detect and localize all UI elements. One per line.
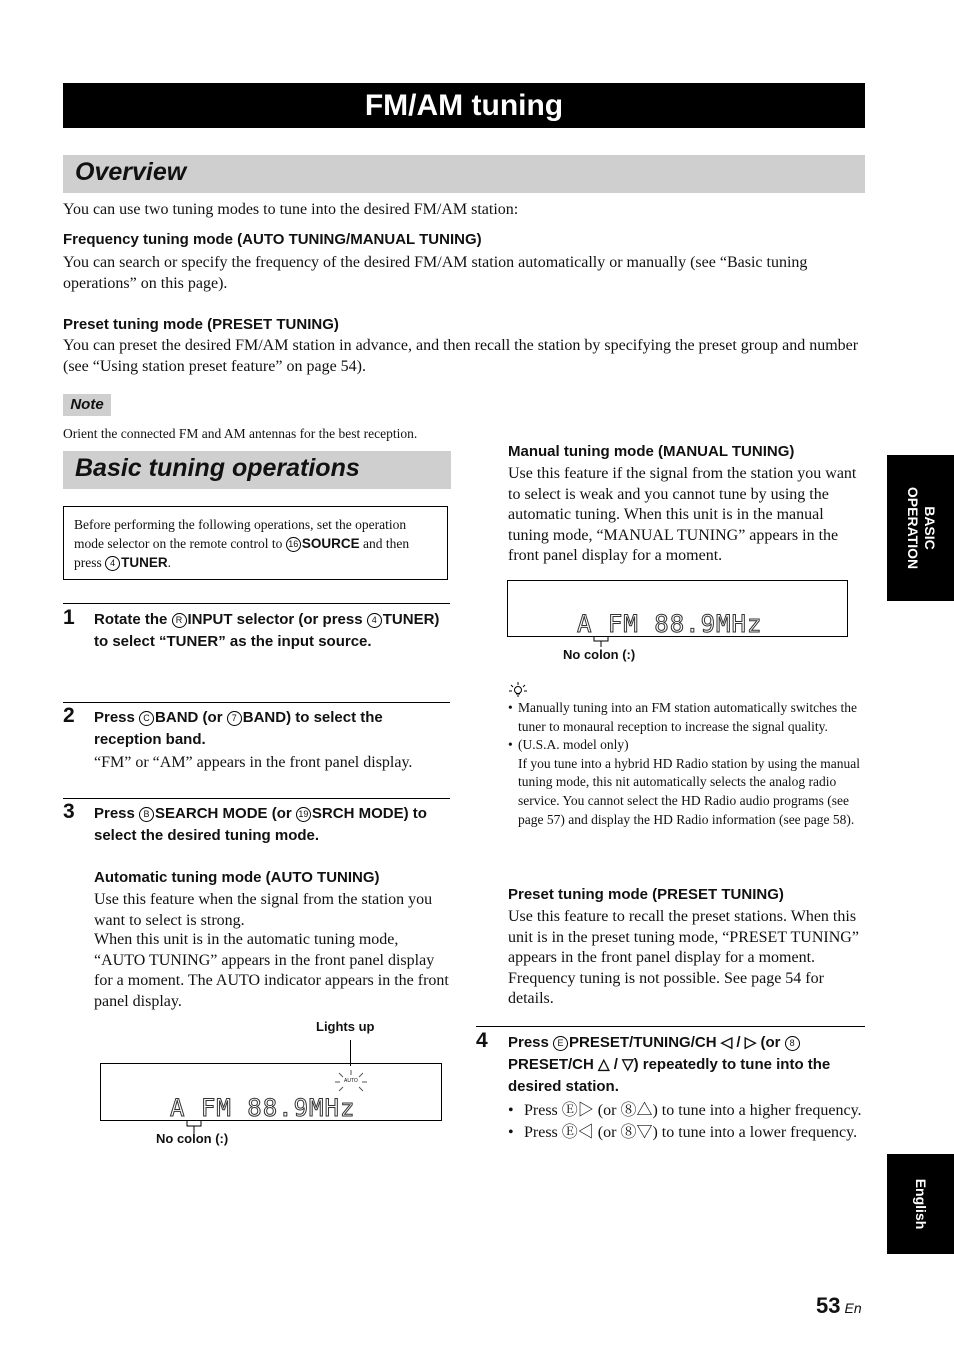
step2-c: ) to select the reception band. [94,709,383,748]
manual-lcd-text: A FM 88.9MHz [577,610,763,638]
freq-mode-heading: Frequency tuning mode (AUTO TUNING/MANUAL TUNING) [63,231,482,248]
precondition-box [63,506,448,580]
auto-tuning-heading: Automatic tuning mode (AUTO TUNING) [94,869,380,886]
side-tab-basic-operation[interactable] [887,455,954,601]
box-text-end: . [167,555,171,570]
tip-usa-label: (U.S.A. model only) [518,737,629,753]
page-number-suffix: En [844,1300,862,1316]
step3-b: (or [267,805,296,822]
basic-heading: Basic tuning operations [75,454,360,482]
step2-rule [63,702,450,703]
tip-lightbulb-icon [508,681,528,697]
page-number [816,1293,862,1319]
input-key: INPUT [187,611,233,628]
tip-item: • Manually tuning into an FM station automatically switches the tuner to monaural reception to increase the signal quality. [508,699,864,736]
step3-rule [63,798,450,799]
step4-b: (or [756,1034,785,1051]
key-number-icon: 4 [367,613,382,628]
key-letter-icon: B [139,807,154,822]
step4-rule [476,1026,865,1027]
manual-tuning-text: Use this feature if the signal from the station you want to select is weak and you cannot tune by using the automatic tuning. When this unit is in the manual tuning mode, “MANUAL TUNING” appears in the front panel display for a moment. [508,465,857,564]
step2-b: (or [198,709,227,726]
step1-text [94,609,450,653]
auto-indicator-text: AUTO [344,1078,358,1084]
band-key: BAND [155,709,199,726]
step3-a: Press [94,805,140,822]
preset-mode-heading: Preset tuning mode (PRESET TUNING) [63,316,339,333]
key-letter-icon: E [553,1036,568,1051]
note-text: Orient the connected FM and AM antennas for the best reception. [63,426,418,441]
overview-heading-bar [63,155,865,193]
preset-tuning-text: Use this feature to recall the preset stations. When this unit is in the preset tuning mode, “PRESET TUNING” appears in the front panel display for a moment. Frequency tuning is not possible. See page 54 for details. [508,908,859,1007]
key-number-icon: 7 [227,711,242,726]
step2-number: 2 [63,704,75,727]
step4-bullet: • Press Ⓔ◁ (or ⑧▽) to tune into a lower frequency. [508,1123,870,1144]
step1-number: 1 [63,606,75,629]
step4-a: Press [508,1034,554,1051]
step4-bullets [508,1101,870,1143]
key-number-icon: 4 [105,556,120,571]
auto-lcd-text: A FM 88.9MHz [170,1094,356,1122]
step4-text [508,1032,865,1098]
tip-usa-text: If you tune into a hybrid HD Radio station by using the manual tuning mode, this nit automatically selects the analog radio service. You cannot select the HD Radio audio programs (see page 57) and display the HD Radio information (see page 58). [518,755,860,827]
search-mode-key: SEARCH MODE [155,805,268,822]
key-number-icon: 8 [785,1036,800,1051]
key-number-icon: 16 [286,537,301,552]
key-number-icon: 19 [296,807,311,822]
preset-tuning-heading: Preset tuning mode (PRESET TUNING) [508,886,784,903]
no-colon-label: No colon (:) [563,647,636,662]
step2-a: Press [94,709,140,726]
preset-tuning-key: PRESET/TUNING/CH ◁ / ▷ [569,1034,757,1051]
tip-item [508,736,864,829]
step4-number: 4 [476,1029,488,1052]
step2-desc: “FM” or “AM” appears in the front panel display. [94,754,413,771]
lights-up-label: Lights up [316,1019,375,1034]
box-text-mid: and then press [74,536,410,570]
overview-intro: You can use two tuning modes to tune into the desired FM/AM station: [63,201,519,218]
tips-list [508,699,864,829]
source-key: SOURCE [301,536,360,551]
overview-heading: Overview [75,158,187,186]
no-colon-label: No colon (:) [156,1131,229,1146]
auto-tuning-text2: When this unit is in the automatic tuning mode, “AUTO TUNING” appears in the front panel display for a moment. The AUTO indicator appears in the front panel display. [94,931,449,1010]
preset-ch-key: PRESET/CH △ / ▽ [508,1056,634,1073]
side-tab-line2: OPERATION [904,486,921,570]
preset-mode-text: You can preset the desired FM/AM station in advance, and then recall the station by specifying the preset group and number (see “Using station preset feature” on page 54). [63,337,859,375]
step4-c: ) repeatedly to tune into the desired station. [508,1056,831,1095]
side-tab-line1: BASIC [921,506,938,550]
tuner-key: TUNER [121,555,168,570]
srch-mode-key: SRCH MODE [311,805,404,822]
page-number-value: 53 [816,1293,841,1318]
step3-c: ) to select the desired tuning mode. [94,805,427,844]
step2-text [94,707,450,751]
step3-text [94,803,450,847]
step1-a: Rotate the [94,611,172,628]
note-label: Note [63,394,111,416]
page-title: FM/AM tuning [63,83,865,128]
side-tab-english-label: English [912,1178,929,1230]
step4-bullet: • Press Ⓔ▷ (or ⑧△) to tune into a higher frequency. [508,1101,870,1122]
basic-heading-bar [63,451,451,489]
key-letter-icon: R [172,613,187,628]
freq-mode-text: You can search or specify the frequency of the desired FM/AM station automatically or manually (see “Basic tuning operations” on this page). [63,254,808,292]
band-key-remote: BAND [242,709,287,726]
box-text-pre: Before performing the following operations, set the operation mode selector on the remote control to [74,517,407,551]
auto-tuning-text1: Use this feature when the signal from the station you want to select is strong. [94,891,433,929]
step1-b: selector (or press [232,611,367,628]
side-tab-english[interactable] [887,1154,954,1254]
tuner-key: TUNER [382,611,435,628]
manual-tuning-heading: Manual tuning mode (MANUAL TUNING) [508,443,795,460]
step1-c: ) to select “TUNER” as the input source. [94,611,440,650]
step1-rule [63,603,450,604]
key-letter-icon: C [139,711,154,726]
step3-number: 3 [63,800,75,823]
